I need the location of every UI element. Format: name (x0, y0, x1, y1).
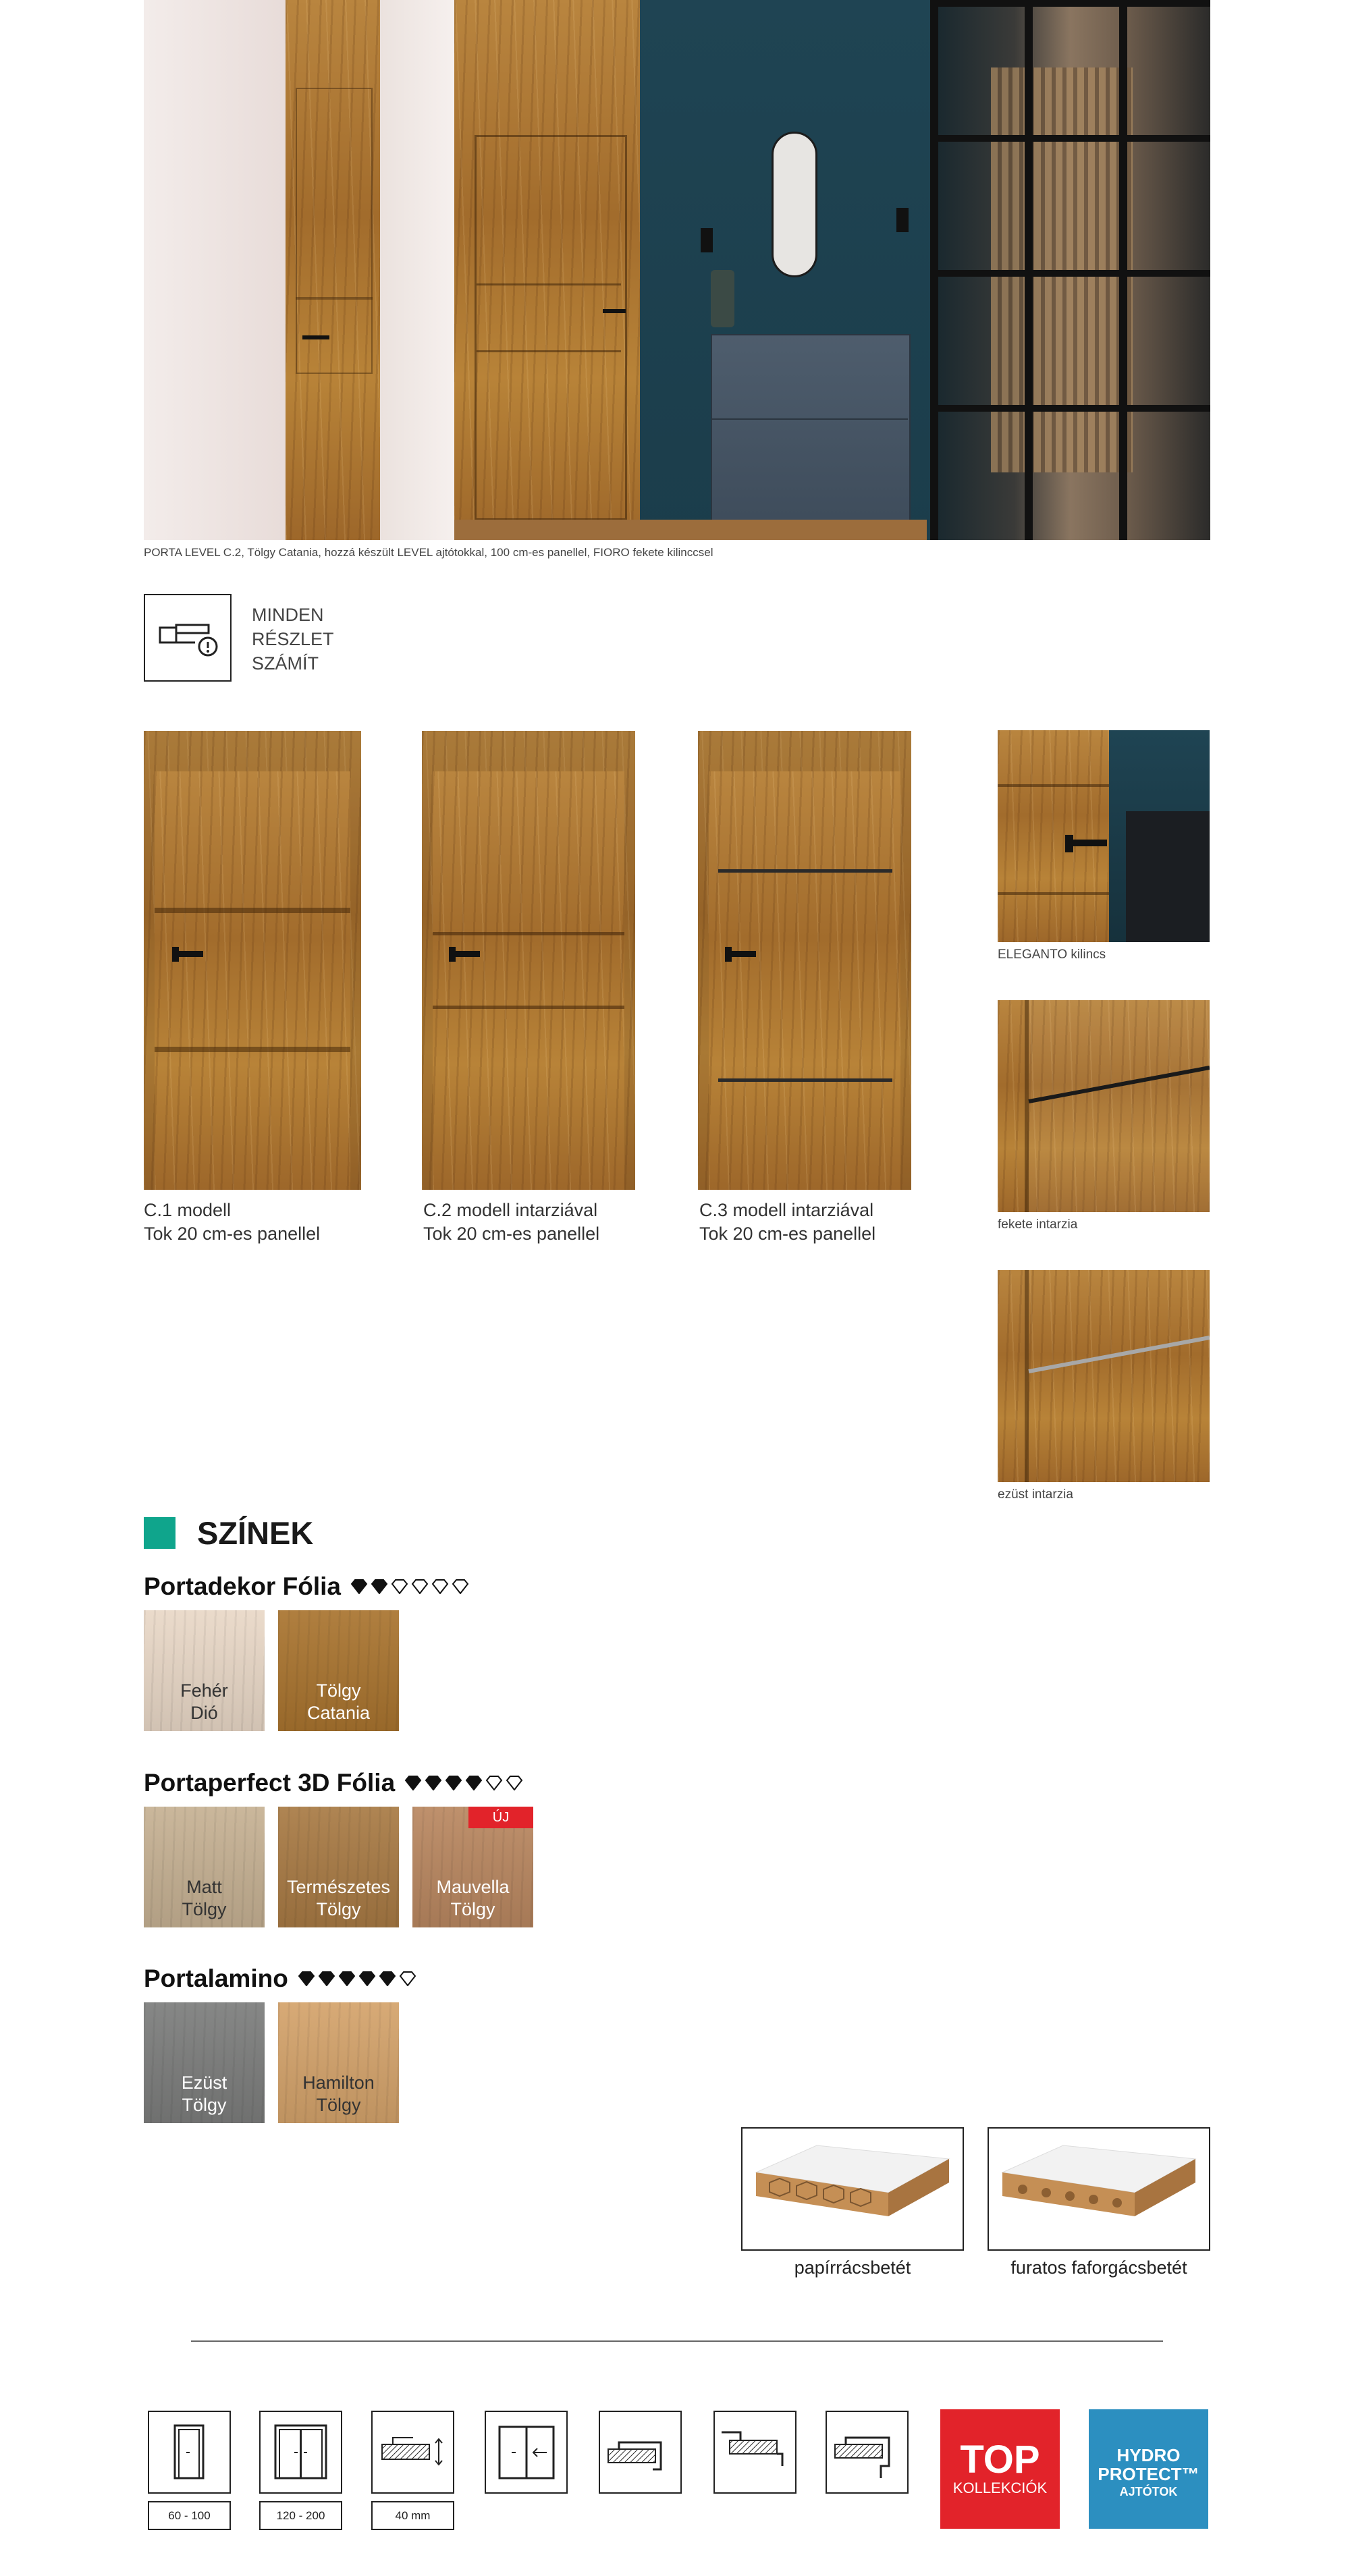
door-c1-model: C.1 modell (144, 1200, 232, 1220)
door-c2-label (423, 1199, 599, 1246)
swatch-line2: Tölgy (316, 1899, 361, 1919)
group-portadekor-name: Portadekor Fólia (144, 1572, 341, 1600)
door-c3-label (699, 1199, 875, 1246)
swatch-line1: Természetes (286, 1877, 391, 1897)
badge-line-3: SZÁMÍT (252, 653, 319, 674)
swatch-termeszetes-tolgy[interactable] (278, 1807, 399, 1927)
core-chipboard-label: furatos faforgácsbetét (1010, 2257, 1187, 2278)
hero-caption: PORTA LEVEL C.2, Tölgy Catania, hozzá készült LEVEL ajtótokkal, 100 cm-es panellel, FIORO fekete kilinccsel (144, 546, 713, 559)
detail-handle-caption: ELEGANTO kilincs (998, 948, 1106, 962)
group-portalamino-name: Portalamino (144, 1965, 288, 1992)
swatch-line2: Catania (306, 1703, 371, 1723)
swatch-line2: Dió (190, 1703, 218, 1723)
diamond-filled-icon (338, 1971, 356, 1986)
frame-profile-2-icon (713, 2411, 796, 2494)
detail-black-inlay-caption: fekete intarzia (998, 1217, 1078, 1232)
top-collections-badge (940, 2409, 1060, 2529)
swatch-row-portalamino (144, 2002, 399, 2123)
swatch-row-portadekor (144, 1610, 399, 1731)
swatch-line1: Mauvella (436, 1877, 510, 1897)
detail-black-inlay-image (998, 1000, 1210, 1212)
door-thickness-icon (371, 2411, 454, 2494)
door-c1-image (144, 731, 361, 1190)
diamond-filled-icon (318, 1971, 335, 1986)
diamond-filled-icon (404, 1776, 422, 1790)
colors-accent-square (144, 1517, 176, 1549)
diamond-filled-icon (379, 1971, 396, 1986)
handle-detail-icon (145, 595, 230, 680)
diamond-empty-icon (452, 1579, 469, 1594)
hero-image (144, 0, 1210, 540)
door-c3-image (698, 731, 911, 1190)
core-paper-honeycomb-label: papírrácsbetét (794, 2257, 911, 2278)
colors-title: SZÍNEK (197, 1515, 314, 1551)
door-c3-frame: Tok 20 cm-es panellel (699, 1224, 876, 1244)
swatch-line2: Tölgy (182, 2095, 227, 2115)
swatch-matt-tolgy[interactable] (144, 1807, 265, 1927)
double-door-width-icon (259, 2411, 342, 2494)
frame-profile-3-icon (826, 2411, 909, 2494)
swatch-mauvella-tolgy[interactable] (412, 1807, 533, 1927)
divider (191, 2340, 1163, 2342)
diamond-empty-icon (411, 1579, 429, 1594)
door-c1-frame: Tok 20 cm-es panellel (144, 1224, 321, 1244)
hydro-line-2: PROTECT™ (1098, 2464, 1199, 2484)
swatch-feher-dio[interactable] (144, 1610, 265, 1731)
diamond-filled-icon (371, 1579, 388, 1594)
group-portalamino-title (144, 1965, 416, 1993)
single-door-width-label: 60 - 100 (148, 2501, 231, 2530)
diamond-filled-icon (350, 1579, 368, 1594)
group-portaperfect-title (144, 1769, 523, 1797)
door-c1-label (144, 1199, 320, 1246)
diamond-empty-icon (431, 1579, 449, 1594)
detail-badge-text (252, 603, 334, 676)
door-c2-image (422, 731, 635, 1190)
single-door-width-icon (148, 2411, 231, 2494)
top-badge-big: TOP (960, 2438, 1040, 2482)
core-paper-honeycomb-image (741, 2127, 964, 2251)
rating-icon (350, 1579, 469, 1594)
detail-handle-image (998, 730, 1210, 942)
hydro-line-3: AJTÓTOK (1119, 2485, 1178, 2498)
double-door-width-label: 120 - 200 (259, 2501, 342, 2530)
group-portaperfect-name: Portaperfect 3D Fólia (144, 1769, 396, 1797)
swatch-ezust-tolgy[interactable] (144, 2002, 265, 2123)
swatch-line2: Tölgy (316, 2095, 361, 2115)
swatch-line2: Tölgy (182, 1899, 227, 1919)
diamond-filled-icon (445, 1776, 462, 1790)
diamond-empty-icon (485, 1776, 503, 1790)
diamond-filled-icon (425, 1776, 442, 1790)
hydro-protect-badge (1089, 2409, 1208, 2529)
frame-profile-1-icon (599, 2411, 682, 2494)
badge-line-1: MINDEN (252, 605, 324, 625)
door-c2-frame: Tok 20 cm-es panellel (423, 1224, 600, 1244)
diamond-filled-icon (465, 1776, 483, 1790)
swatch-hamilton-tolgy[interactable] (278, 2002, 399, 2123)
badge-line-2: RÉSZLET (252, 629, 334, 649)
new-badge: ÚJ (468, 1807, 533, 1828)
door-thickness-label: 40 mm (371, 2501, 454, 2530)
diamond-filled-icon (298, 1971, 315, 1986)
detail-badge (144, 594, 232, 682)
swatch-line1: Tölgy (316, 1680, 361, 1701)
swatch-tolgy-catania[interactable] (278, 1610, 399, 1731)
detail-silver-inlay-caption: ezüst intarzia (998, 1487, 1073, 1502)
sliding-door-icon (485, 2411, 568, 2494)
group-portadekor-title (144, 1572, 469, 1601)
diamond-empty-icon (391, 1579, 408, 1594)
diamond-empty-icon (399, 1971, 416, 1986)
door-c3-model: C.3 modell intarziával (699, 1200, 874, 1220)
swatch-line1: Fehér (180, 1680, 228, 1701)
diamond-empty-icon (506, 1776, 523, 1790)
hydro-line-1: HYDRO (1116, 2445, 1181, 2465)
rating-icon (298, 1971, 416, 1986)
swatch-line1: Matt (186, 1877, 222, 1897)
door-c2-model: C.2 modell intarziával (423, 1200, 598, 1220)
swatch-line1: Ezüst (181, 2073, 227, 2093)
swatch-line2: Tölgy (450, 1899, 495, 1919)
swatch-row-portaperfect (144, 1807, 533, 1927)
detail-silver-inlay-image (998, 1270, 1210, 1482)
core-chipboard-image (988, 2127, 1210, 2251)
top-badge-small: KOLLEKCIÓK (952, 2479, 1048, 2496)
rating-icon (404, 1776, 523, 1790)
diamond-filled-icon (358, 1971, 376, 1986)
swatch-line1: Hamilton (302, 2073, 375, 2093)
